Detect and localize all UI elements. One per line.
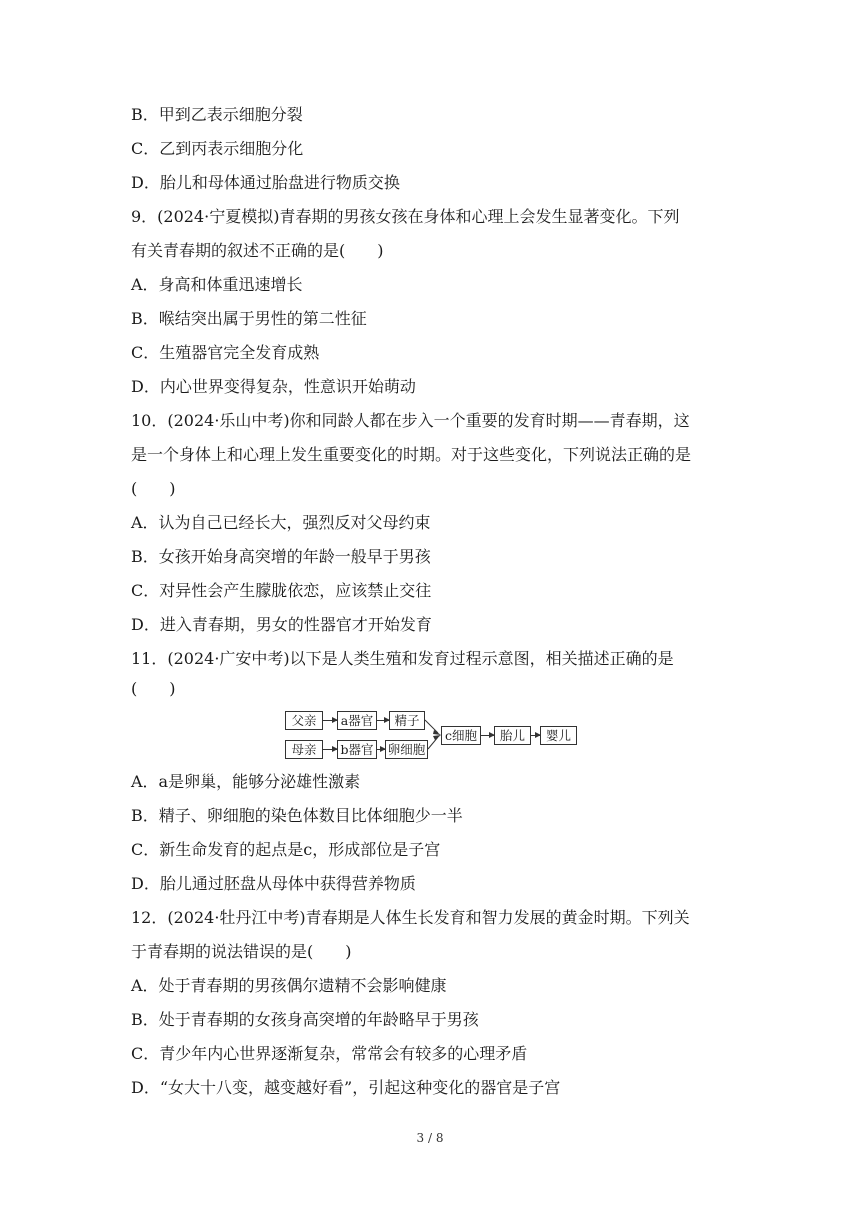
question-9-stem-cont: 有关青春期的叙述不正确的是( ) bbox=[131, 241, 384, 260]
question-11-blank: ( ) bbox=[131, 679, 176, 698]
fetus-box: 胎儿 bbox=[494, 726, 531, 745]
question-10-blank: ( ) bbox=[131, 479, 176, 498]
option-b-q9: B．喉结突出属于男性的第二性征 bbox=[131, 309, 367, 328]
option-d-q10: D．进入青春期，男女的性器官才开始发育 bbox=[131, 615, 432, 634]
mother-box: 母亲 bbox=[285, 740, 323, 759]
egg-box: 卵细胞 bbox=[385, 740, 428, 759]
option-b-q8: B．甲到乙表示细胞分裂 bbox=[131, 105, 303, 124]
reproduction-flow-diagram bbox=[283, 706, 593, 762]
question-9-stem: 9．(2024·宁夏模拟)青春期的男孩女孩在身体和心理上会发生显著变化。下列 bbox=[131, 207, 680, 226]
option-d-q12: D．“女大十八变，越变越好看”，引起这种变化的器官是子宫 bbox=[131, 1078, 561, 1097]
arrow bbox=[481, 735, 494, 736]
option-d-q11: D．胎儿通过胚盘从母体中获得营养物质 bbox=[131, 874, 416, 893]
b-organ-box: b器官 bbox=[337, 740, 377, 759]
option-a-q12: A．处于青春期的男孩偶尔遗精不会影响健康 bbox=[131, 976, 447, 995]
sperm-box: 精子 bbox=[389, 711, 425, 730]
option-a-q9: A．身高和体重迅速增长 bbox=[131, 275, 303, 294]
father-box: 父亲 bbox=[285, 711, 323, 730]
option-b-q11: B．精子、卵细胞的染色体数目比体细胞少一半 bbox=[131, 806, 463, 825]
option-a-q11: A．a是卵巢，能够分泌雄性激素 bbox=[131, 772, 361, 791]
option-c-q8: C．乙到丙表示细胞分化 bbox=[131, 139, 304, 158]
option-a-q10: A．认为自己已经长大，强烈反对父母约束 bbox=[131, 513, 431, 532]
baby-box: 婴儿 bbox=[540, 726, 577, 745]
question-12-stem-cont: 于青春期的说法错误的是( ) bbox=[131, 942, 352, 961]
page-number: 3 / 8 bbox=[416, 1131, 444, 1145]
c-cell-box: c细胞 bbox=[441, 726, 481, 745]
arrow bbox=[531, 735, 540, 736]
question-12-stem: 12．(2024·牡丹江中考)青春期是人体生长发育和智力发展的黄金时期。下列关 bbox=[131, 908, 690, 927]
question-10-stem-cont: 是一个身体上和心理上发生重要变化的时期。对于这些变化，下列说法正确的是 bbox=[131, 445, 692, 464]
option-b-q10: B．女孩开始身高突增的年龄一般早于男孩 bbox=[131, 547, 431, 566]
a-organ-box: a器官 bbox=[337, 711, 377, 730]
question-10-stem: 10．(2024·乐山中考)你和同龄人都在步入一个重要的发育时期——青春期，这 bbox=[131, 411, 690, 430]
question-11-stem: 11．(2024·广安中考)以下是人类生殖和发育过程示意图，相关描述正确的是 bbox=[131, 649, 674, 668]
option-c-q9: C．生殖器官完全发育成熟 bbox=[131, 343, 320, 362]
option-c-q12: C．青少年内心世界逐渐复杂，常常会有较多的心理矛盾 bbox=[131, 1044, 528, 1063]
option-c-q11: C．新生命发育的起点是c，形成部位是子宫 bbox=[131, 840, 441, 859]
option-d-q8: D．胎儿和母体通过胎盘进行物质交换 bbox=[131, 173, 400, 192]
option-c-q10: C．对异性会产生朦胧依恋，应该禁止交往 bbox=[131, 581, 432, 600]
option-b-q12: B．处于青春期的女孩身高突增的年龄略早于男孩 bbox=[131, 1010, 479, 1029]
option-d-q9: D．内心世界变得复杂，性意识开始萌动 bbox=[131, 377, 416, 396]
